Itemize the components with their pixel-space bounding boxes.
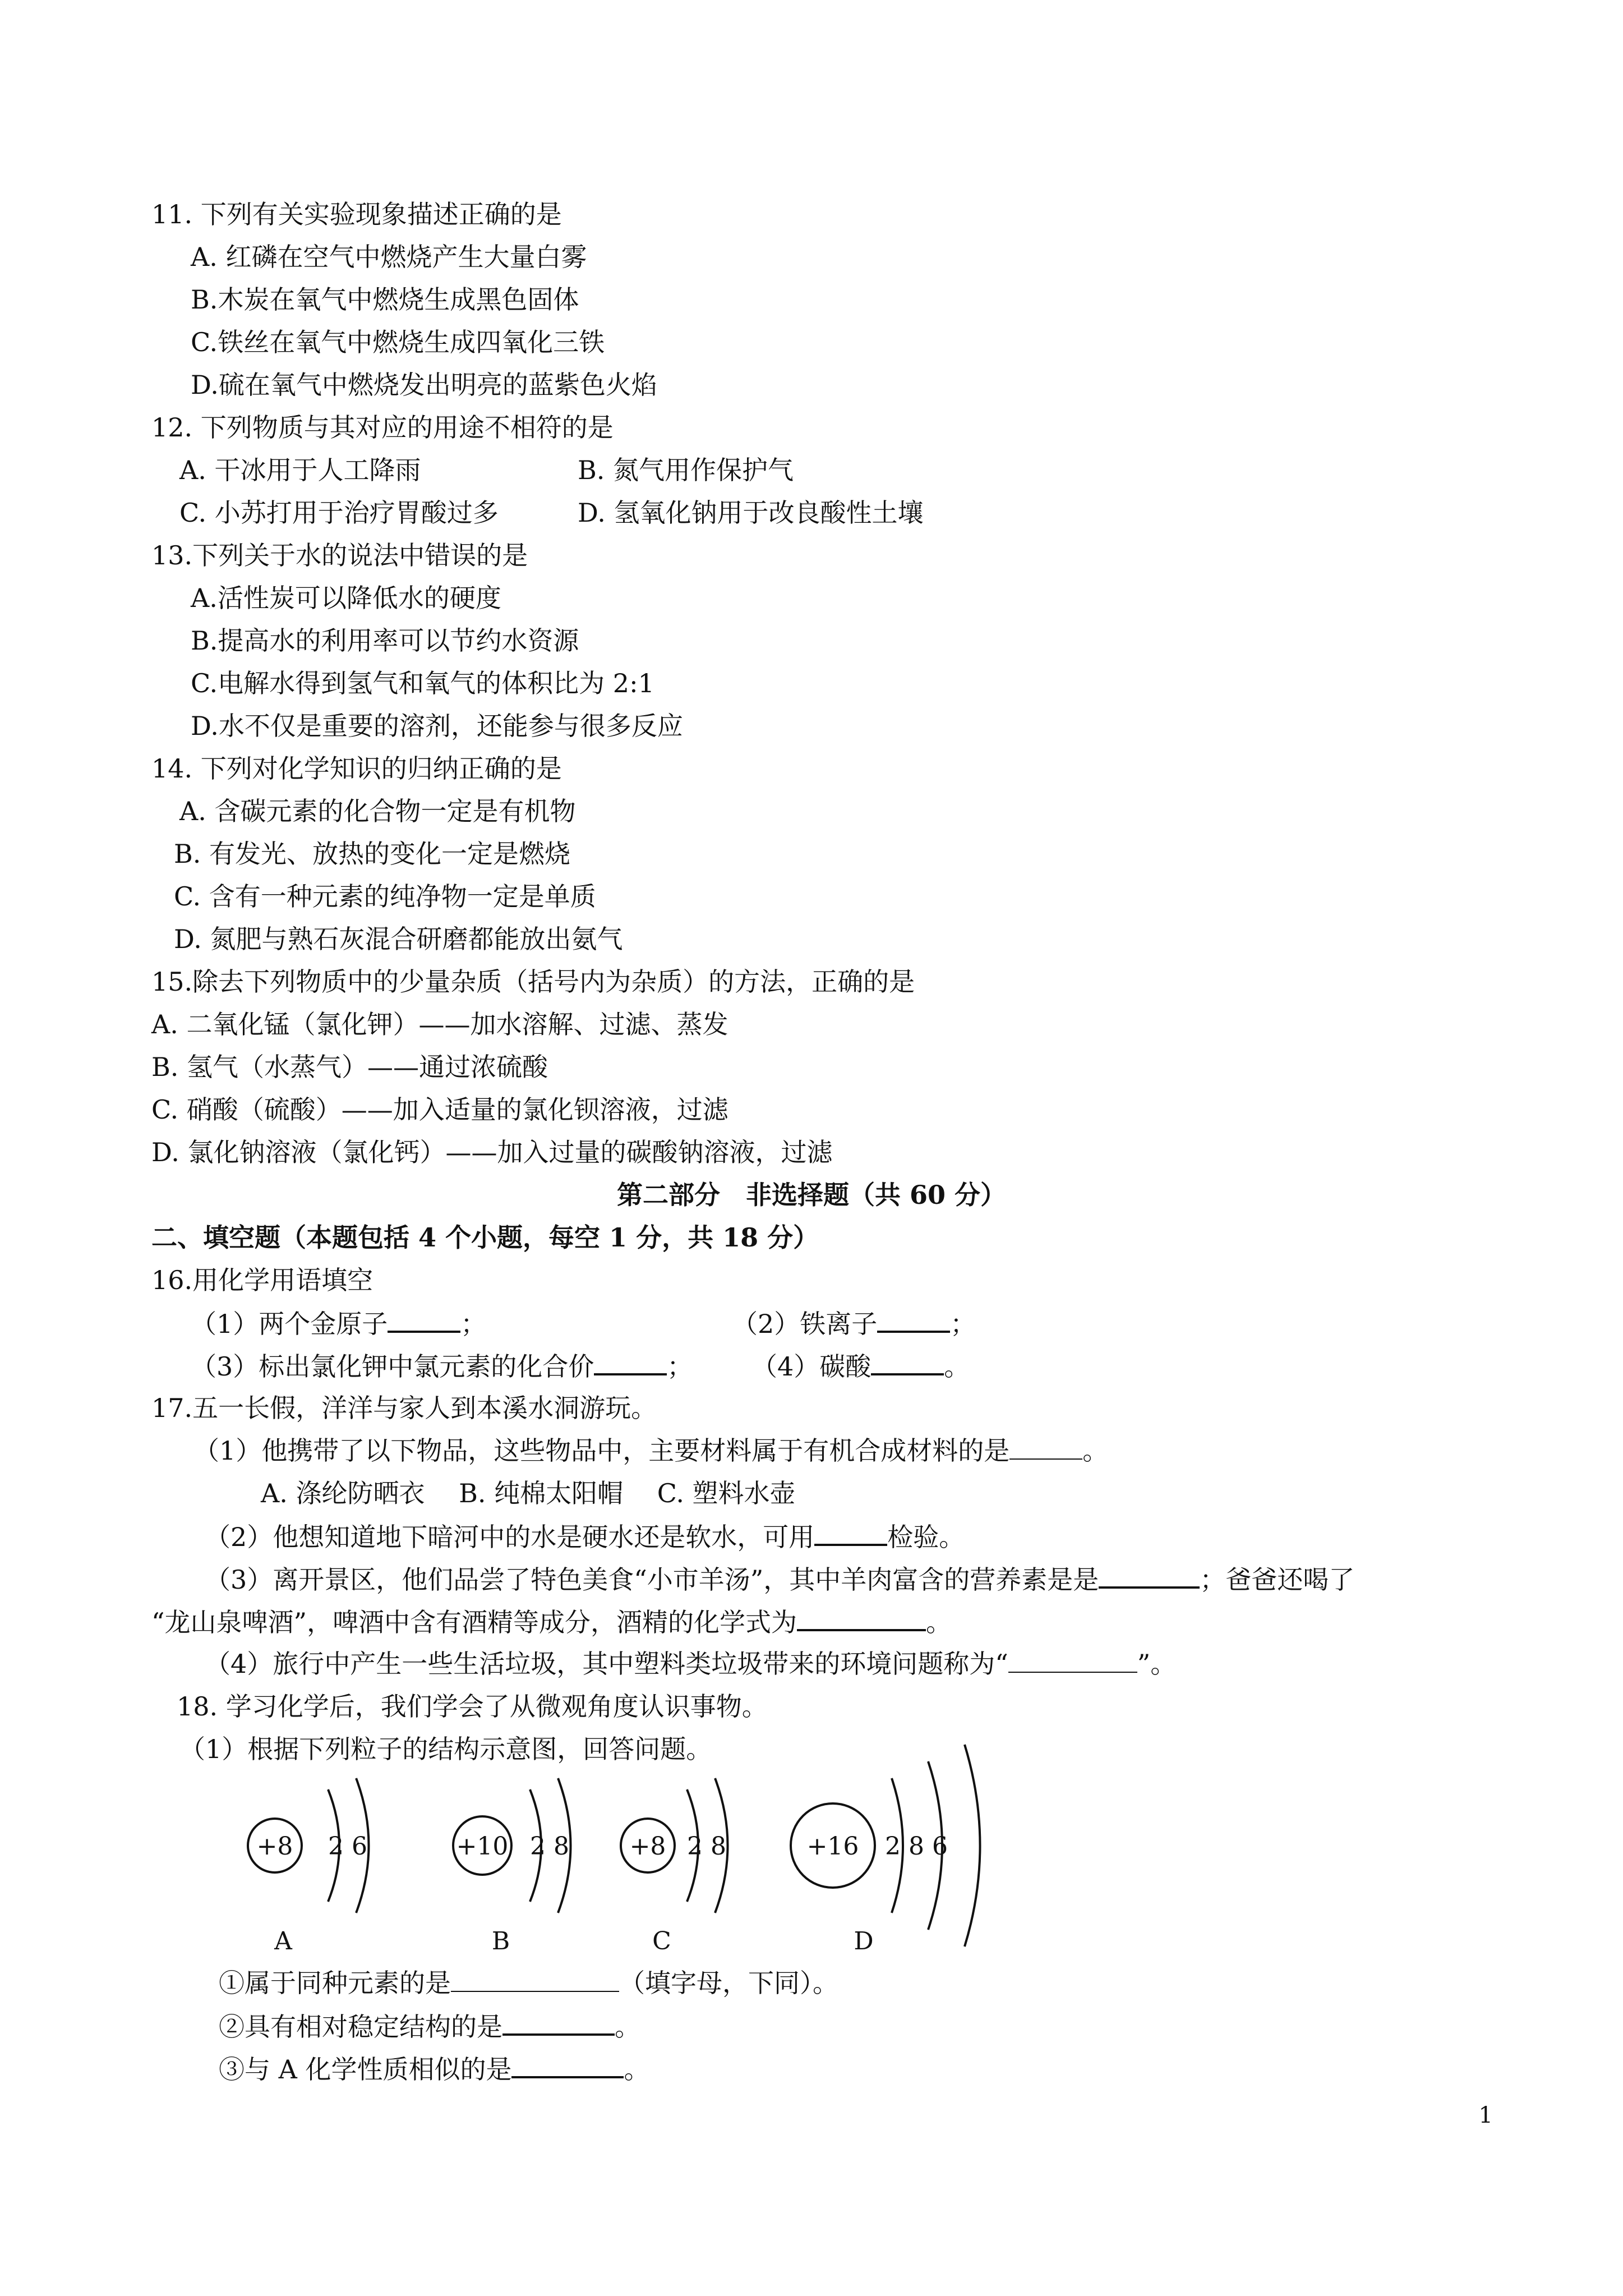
q13-option-b: B.提高水的利用率可以节约水资源 [191,625,579,656]
part-two-title: 第二部分 非选择题（共 60 分） [616,1180,1007,1210]
nucleus-charge: +16 [806,1832,859,1861]
q12-option-c: C. 小苏打用于治疗胃酸过多 [179,498,499,528]
q15-option-c: C. 硝酸（硫酸）——加入适量的氯化钡溶液，过滤 [151,1094,728,1125]
q13-option-d: D.水不仅是重要的溶剂，还能参与很多反应 [191,711,683,741]
answer-blank[interactable] [511,2051,624,2078]
answer-blank[interactable] [871,1349,944,1375]
q14-option-a: A. 含碳元素的化合物一定是有机物 [179,796,576,826]
q11-option-c: C.铁丝在氧气中燃烧生成四氧化三铁 [191,327,605,357]
q14-option-c: C. 含有一种元素的纯净物一定是单质 [174,881,596,912]
q12-stem: 12. 下列物质与其对应的用途不相符的是 [151,412,614,443]
particle-c [621,1778,728,1952]
q16-part3: （3）标出氯化钾中氯元素的化合价 ； [191,1349,693,1383]
particle-label: D [854,1927,874,1952]
q17-part4: （4）旅行中产生一些生活垃圾，其中塑料类垃圾带来的环境问题称为“ ”。 [205,1647,1176,1681]
electron-shell-arc [965,1745,980,1947]
q12-option-a: A. 干冰用于人工降雨 [179,455,421,485]
q17-options: A. 涤纶防晒衣 B. 纯棉太阳帽 C. 塑料水壶 [261,1478,796,1508]
q15-option-d: D. 氯化钠溶液（氯化钙）——加入过量的碳酸钠溶液，过滤 [151,1137,833,1167]
atomic-structure-diagrams [0,1728,1623,1952]
q18-sub3: ③与 A 化学性质相似的是 。 [219,2051,649,2086]
answer-blank[interactable] [797,1604,926,1631]
answer-blank[interactable] [877,1306,950,1333]
q14-option-b: B. 有发光、放热的变化一定是燃烧 [174,839,571,869]
q16-part2: （2）铁离子 ； [732,1306,976,1341]
q14-stem: 14. 下列对化学知识的归纳正确的是 [151,753,562,784]
q14-option-d: D. 氮肥与熟石灰混合研磨都能放出氨气 [174,924,623,954]
q13-stem: 13.下列关于水的说法中错误的是 [151,540,528,570]
page-number: 1 [1478,2102,1493,2128]
particle-a [248,1778,369,1952]
answer-blank[interactable] [388,1306,460,1333]
q13-option-a: A.活性炭可以降低水的硬度 [191,583,501,613]
answer-blank[interactable] [451,1966,619,1992]
q17-part3-cont: “龙山泉啤酒”，啤酒中含有酒精等成分，酒精的化学式为 。 [151,1604,952,1639]
q17-part1: （1）他携带了以下物品，这些物品中，主要材料属于有机合成材料的是 。 [193,1434,1108,1467]
q16-part4: （4）碳酸 。 [751,1349,970,1383]
answer-blank[interactable] [814,1519,887,1546]
q12-option-b: B. 氮气用作保护气 [578,455,794,485]
particle-label: C [652,1927,671,1952]
q18-sub1: ①属于同种元素的是 （填字母，下同）。 [219,1966,838,2000]
electron-counts: 2 8 [530,1832,569,1861]
q11-option-b: B.木炭在氧气中燃烧生成黑色固体 [191,284,579,315]
particle-label: B [491,1927,510,1952]
electron-counts: 2 8 [687,1832,726,1861]
nucleus-charge: +8 [256,1832,293,1861]
q15-stem: 15.除去下列物质中的少量杂质（括号内为杂质）的方法，正确的是 [151,967,915,997]
q16-part1: （1）两个金原子 ； [191,1306,486,1341]
answer-blank[interactable] [1099,1562,1200,1589]
answer-blank[interactable] [594,1349,667,1375]
nucleus-charge: +8 [629,1832,666,1861]
q11-option-d: D.硫在氧气中燃烧发出明亮的蓝紫色火焰 [191,370,657,400]
q16-stem: 16.用化学用语填空 [151,1265,374,1295]
answer-blank[interactable] [1008,1647,1137,1673]
answer-blank[interactable] [502,2009,615,2036]
particle-d [791,1745,980,1952]
electron-counts: 2 6 [328,1832,367,1861]
q11-stem: 11. 下列有关实验现象描述正确的是 [151,199,562,229]
q12-option-d: D. 氢氧化钠用于改良酸性土壤 [578,498,924,528]
electron-counts: 2 8 6 [885,1832,948,1861]
particle-b [453,1778,571,1952]
q15-option-a: A. 二氧化锰（氯化钾）——加水溶解、过滤、蒸发 [151,1009,728,1039]
q18-part1: （1）根据下列粒子的结构示意图，回答问题。 [179,1734,712,1764]
particle-label: A [274,1927,292,1952]
q17-stem: 17.五一长假，洋洋与家人到本溪水洞游玩。 [151,1393,657,1423]
q18-sub2: ②具有相对稳定结构的是 。 [219,2009,640,2044]
answer-blank[interactable] [1009,1434,1082,1460]
q18-stem: 18. 学习化学后，我们学会了从微观角度认识事物。 [177,1691,768,1722]
q11-option-a: A. 红磷在空气中燃烧产生大量白雾 [191,242,587,272]
nucleus-charge: +10 [456,1832,509,1861]
section-heading: 二、填空题（本题包括 4 个小题，每空 1 分，共 18 分） [151,1222,819,1253]
q17-part2: （2）他想知道地下暗河中的水是硬水还是软水，可用 检验。 [205,1519,965,1554]
q13-option-c: C.电解水得到氢气和氧气的体积比为 2:1 [191,668,654,698]
q15-option-b: B. 氢气（水蒸气）——通过浓硫酸 [151,1052,548,1082]
q17-part3: （3）离开景区，他们品尝了特色美食“小市羊汤”，其中羊肉富含的营养素是是 ；爸爸还喝了 [205,1562,1354,1596]
